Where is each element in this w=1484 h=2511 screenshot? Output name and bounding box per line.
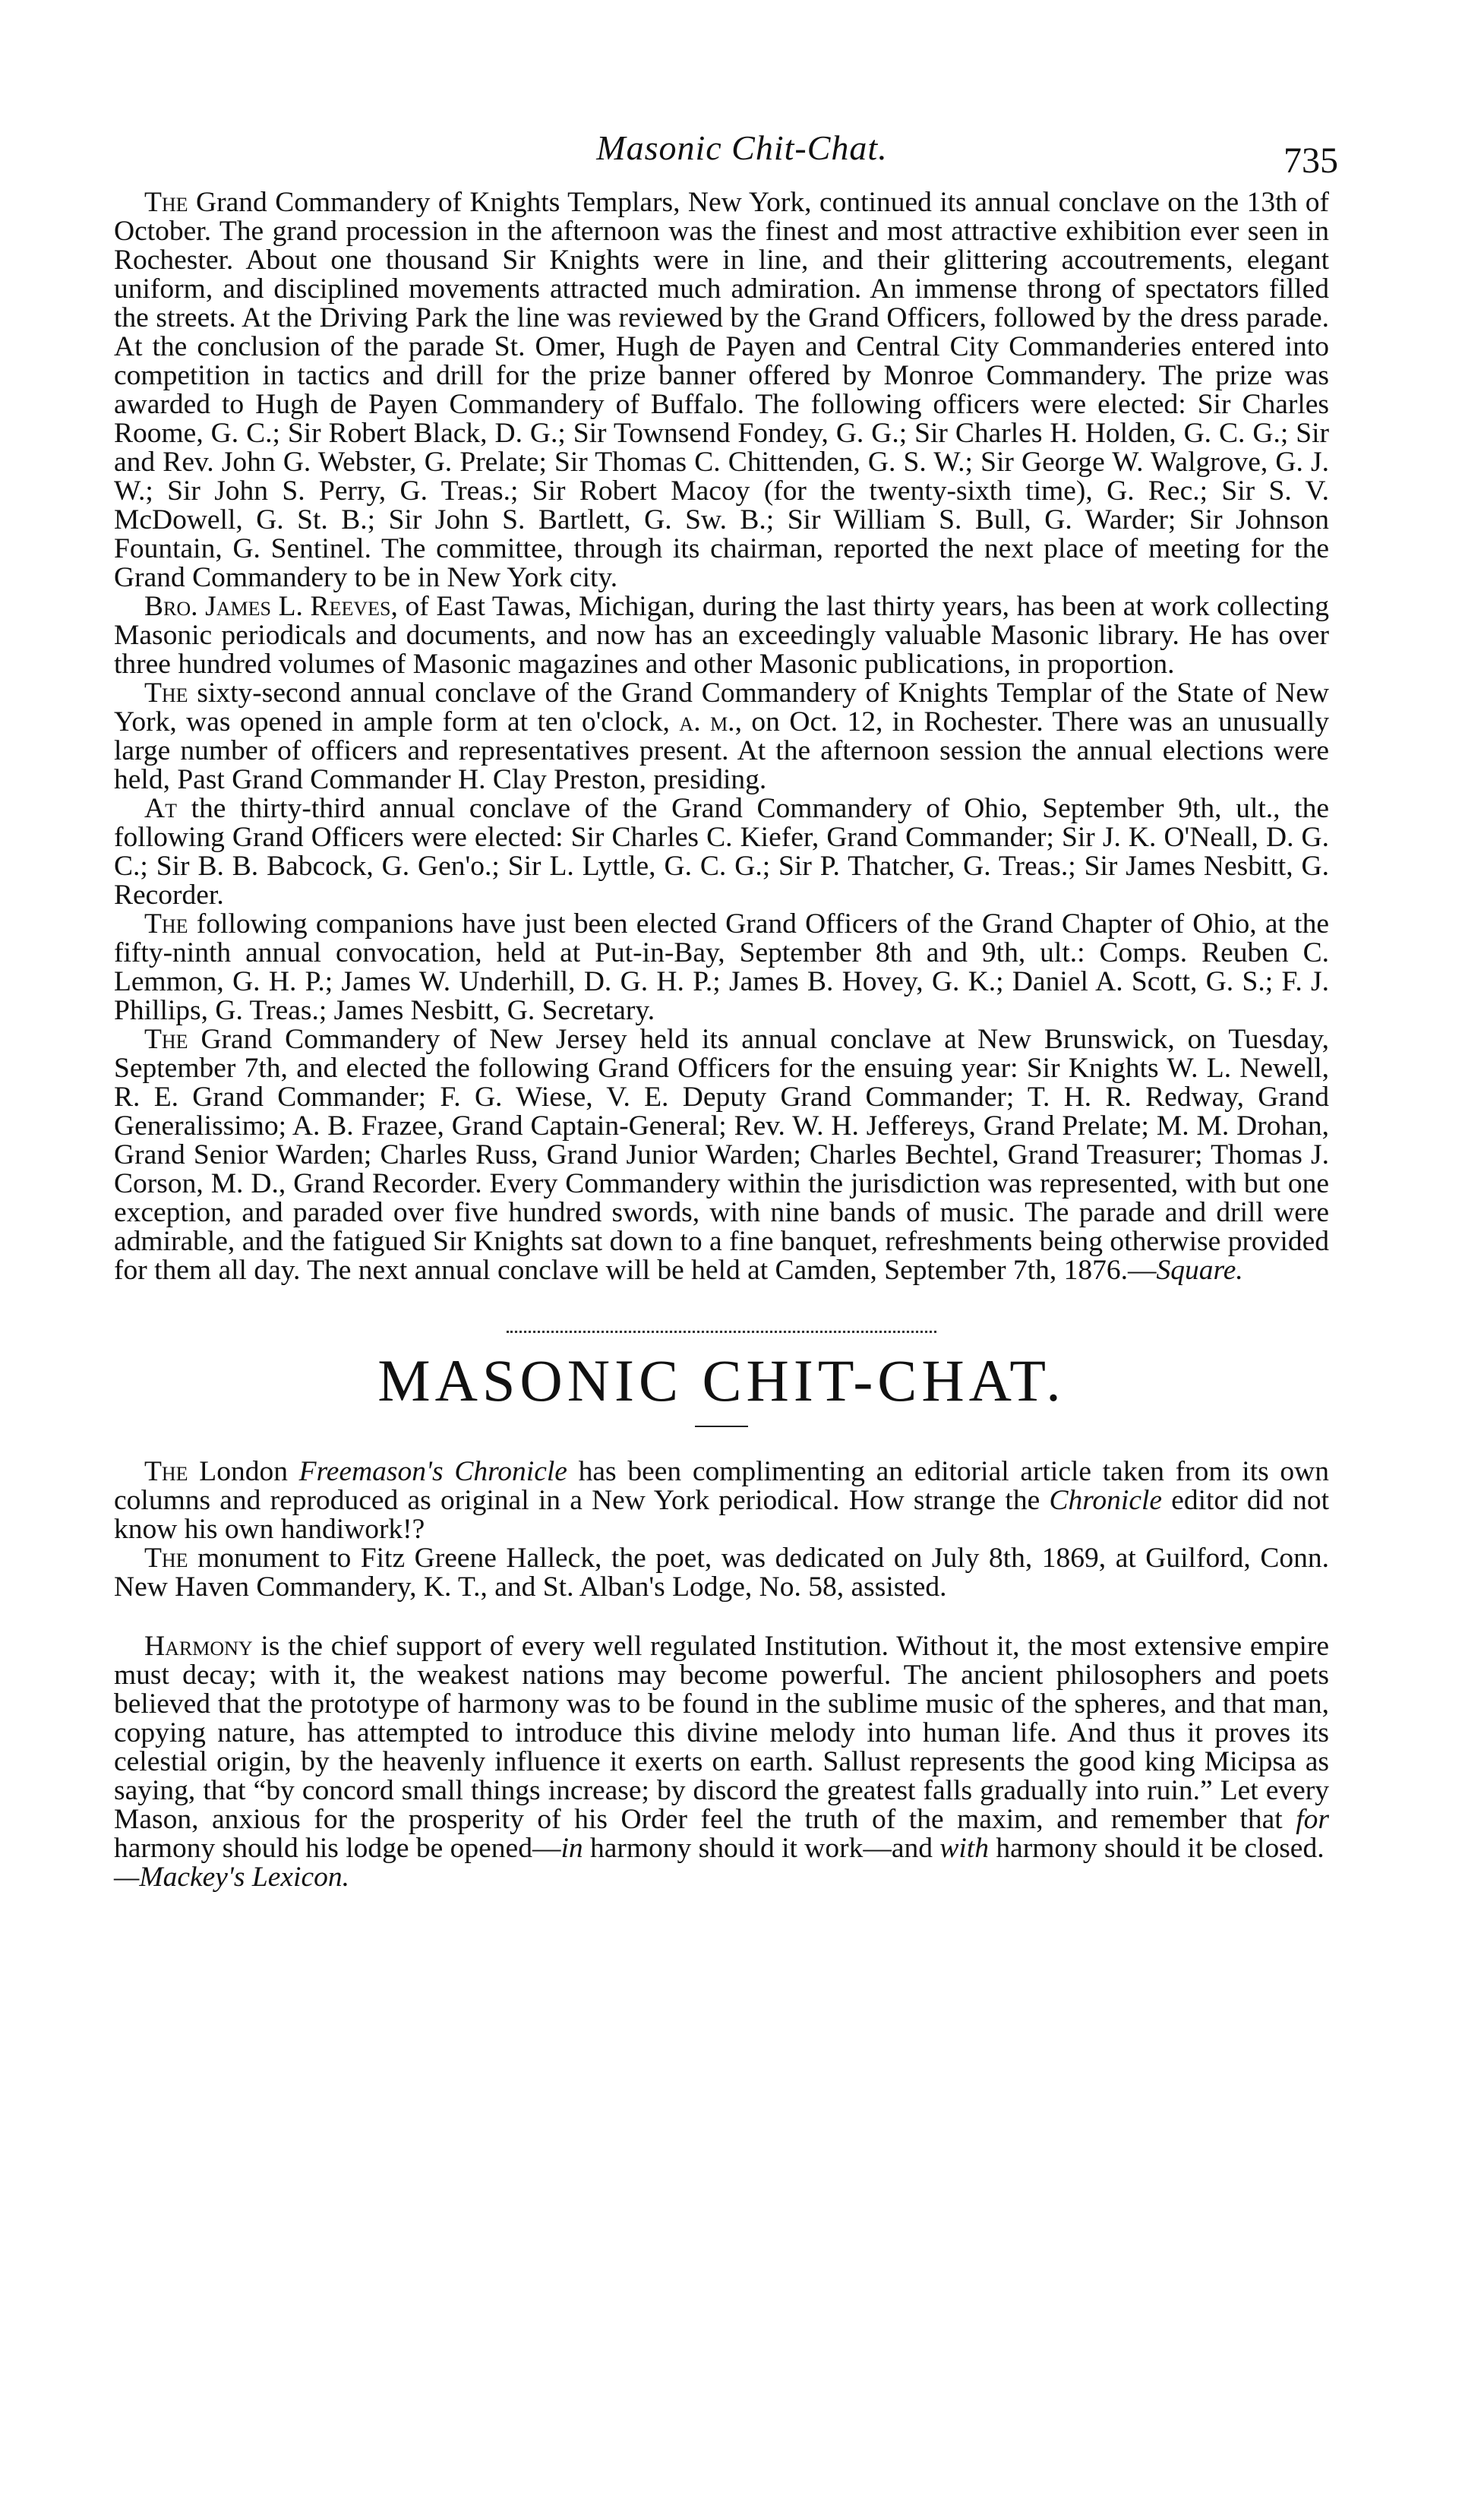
publication-title: Chronicle [1049, 1485, 1163, 1516]
paragraph-text: monument to Fitz Greene Halleck, the poet, was dedicated on July 8th, 1869, at Guilford, Conn. New Haven Commandery, K. T., and St. Alban's Lodge, No. 58, assisted. [114, 1543, 1329, 1603]
lead-word: The [144, 1543, 188, 1574]
paragraph-text: Grand Commandery of New Jersey held its annual conclave at New Brunswick, on Tuesday, September 7th, and elected the following Grand Officers for the ensuing year: Sir Knights W. L. Newell, R. E. Grand Commander; F. G. Wiese, V. E. Deputy Grand Commander; T. H. R. Redway, Grand Generalissimo; A. B. Frazee, Grand Captain-General; Rev. W. H. Jeffereys, Grand Prelate; M. M. Drohan, Grand Senior Warden; Charles Russ, Grand Junior Warden; Charles Bechtel, Grand Treasurer; Thomas J. Corson, M. D., Grand Recorder. Every Commandery within the jurisdiction was represented, with but one exception, and paraded over five hundred swords, with nine bands of music. The parade and drill were admirable, and the fatigued Sir Knights sat down to a fine banquet, refreshments being otherwise provided for them all day. The next annual conclave will be held at Camden, September 7th, 1876.— [114, 1024, 1329, 1286]
paragraph-harmony [114, 1632, 1329, 1892]
paragraph-text: harmony should it be closed. [988, 1833, 1325, 1864]
page-number: 735 [1284, 141, 1338, 181]
paragraph-text: harmony should his lodge be opened— [114, 1833, 561, 1864]
emphasis: in [560, 1833, 583, 1864]
paragraph-text: of East Tawas, Michigan, during the last thirty years, has been at work collecting Masonic periodicals and documents, and now has an exceedingly valuable Masonic library. He has over three hundred volumes of Masonic magazines and other Masonic publications, in proportion. [114, 591, 1329, 680]
paragraph-chronicle [114, 1458, 1329, 1544]
paragraph-text: the thirty-third annual conclave of the Grand Commandery of Ohio, September 9th, ult., the following Grand Officers were elected: Sir Charles C. Kiefer, Grand Commander; Sir J. K. O'Neall, D. G. C.; Sir B. B. Babcock, G. Gen'o.; Sir L. Lyttle, G. C. G.; Sir P. Thatcher, G. Treas.; Sir James Nesbitt, G. Recorder. [114, 793, 1329, 911]
emphasis: with [939, 1833, 989, 1864]
paragraph-gap [114, 1602, 1329, 1632]
paragraph-halleck-monument [114, 1544, 1329, 1602]
text-column [114, 188, 1329, 1892]
section-divider [507, 1331, 936, 1333]
running-title: Masonic Chit-Chat. [596, 128, 888, 167]
paragraph-text: , on Oct. 12, in Rochester. There was an unusually large number of officers and representatives present. At the afternoon session the annual elections were held, Past Grand Commander H. Clay Preston, presiding. [114, 706, 1330, 795]
paragraph-ohio-commandery [114, 794, 1329, 910]
lead-word: The [144, 187, 188, 218]
lead-word: The [144, 1456, 188, 1487]
paragraph-text: editor did not know his own handiwork!? [114, 1485, 1329, 1545]
paragraph-text: has been complimenting an editorial article taken from its own columns and reproduced as original in a New York periodical. How strange the [114, 1456, 1330, 1516]
paragraph-text: harmony should it work—and [583, 1833, 940, 1864]
lead-word: The [144, 1024, 188, 1055]
time-abbrev: a. m. [679, 706, 735, 738]
paragraph-text: sixty-second annual conclave of the Grand Commandery of Knights Templar of the State of New York, was opened in ample form at ten o'clock, [114, 677, 1329, 738]
emphasis: for [1296, 1804, 1329, 1835]
paragraph-ny-commandery [114, 188, 1329, 592]
paragraph-sixty-second-conclave [114, 679, 1329, 794]
lead-word: Bro. James L. Reeves, [144, 591, 398, 622]
paragraph-text: Grand Commandery of Knights Templars, New York, continued its annual conclave on the 13th of October. The grand procession in the afternoon was the finest and most attractive exhibition ever seen in Rochester. About one thousand Sir Knights were in line, and their glittering accoutrements, elegant uniform, and disciplined movements attracted much admiration. An immense throng of spectators filled the streets. At the Driving Park the line was reviewed by the Grand Officers, followed by the dress parade. At the conclusion of the parade St. Omer, Hugh de Payen and Central City Commanderies entered into competition in tactics and drill for the prize banner offered by Monroe Commandery. The prize was awarded to Hugh de Payen Commandery of Buffalo. The following officers were elected: Sir Charles Roome, G. C.; Sir Robert Black, D. G.; Sir Townsend Fondey, G. G.; Sir Charles H. Holden, G. C. G.; Sir and Rev. John G. Webster, G. Prelate; Sir Thomas C. Chittenden, G. S. W.; Sir George W. Walgrove, G. J. W.; Sir John S. Perry, G. Treas.; Sir Robert Macoy (for the twenty-sixth time), G. Rec.; Sir S. V. McDowell, G. St. B.; Sir John S. Bartlett, G. Sw. B.; Sir William S. Bull, G. Warder; Sir Johnson Fountain, G. Sentinel. The committee, through its chairman, reported the next place of meeting for the Grand Commandery to be in New York city. [114, 187, 1329, 593]
paragraph-ohio-chapter [114, 910, 1329, 1025]
paragraph-text: following companions have just been elected Grand Officers of the Grand Chapter of Ohio, at the fifty-ninth annual convocation, held at Put-in-Bay, September 8th and 9th, ult.: Comps. Reuben C. Lemmon, G. H. P.; James W. Underhill, D. G. H. P.; James B. Hovey, G. K.; Daniel A. Scott, G. S.; F. J. Phillips, G. Treas.; James Nesbitt, G. Secretary. [114, 908, 1329, 1026]
paragraph-reeves [114, 592, 1329, 679]
lead-word: At [144, 793, 177, 824]
source-citation: —Mackey's Lexicon. [114, 1862, 349, 1893]
title-underline [695, 1426, 748, 1427]
paragraph-text: is the chief support of every well regulated Institution. Without it, the most extensive empire must decay; with it, the weakest nations may become powerful. The ancient philosophers and poets believed that the prototype of harmony was to be found in the sublime music of the spheres, and that man, copying nature, has attempted to introduce this divine melody into human life. And thus it proves its celestial origin, by the heavenly influence it exerts on earth. Sallust represents the good king Micipsa as saying, that “by concord small things increase; by discord the greatest falls gradually into ruin.” Let every Mason, anxious for the prosperity of his Order feel the truth of the maxim, and remember that [114, 1631, 1329, 1835]
publication-title: Freemason's Chronicle [298, 1456, 567, 1487]
lead-word: The [144, 908, 188, 940]
section-title: MASONIC CHIT-CHAT. [377, 1347, 1066, 1413]
paragraph-new-jersey [114, 1025, 1329, 1285]
paragraph-text: London [188, 1456, 299, 1487]
lead-word: Harmony [144, 1631, 253, 1662]
lead-word: The [144, 677, 188, 709]
source-citation: Square. [1156, 1255, 1243, 1286]
